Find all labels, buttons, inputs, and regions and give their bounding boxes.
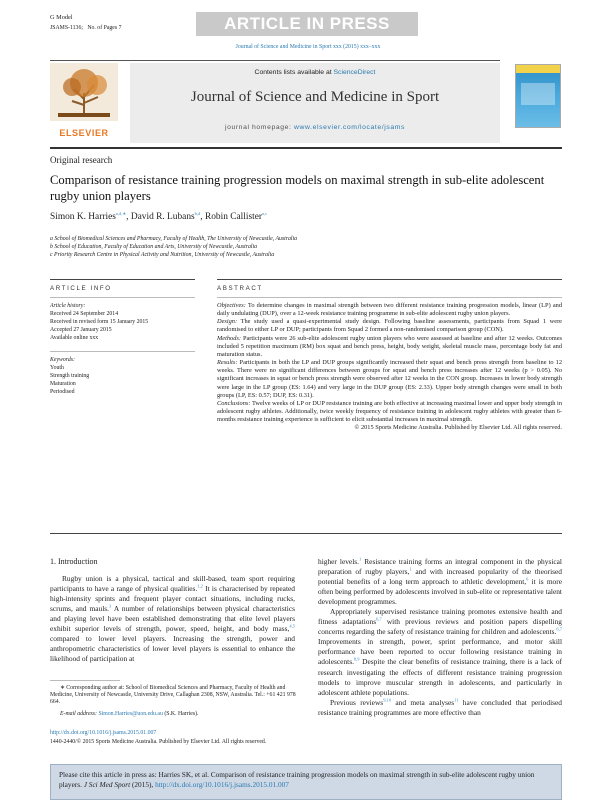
citation-box: Please cite this article in press as: Harries SK, et al. Comparison of resistance training progression models on maximal strength in sub-elite adolescent rugby union players. J Sci Med Sport (2015), http://dx.doi.org/10.1016/j.jsams.2015.01.007 xyxy=(50,764,562,800)
abstract-conclusions: Conclusions: Twelve weeks of LP or DUP resistance training are both effective at increasing maximal lower and upper body strength in adolescent rugby athletes. Additionally, twice weekly frequency of resistance training in adolescent rugby athletes with greater than 6-months resistance training experience is sufficient to elicit substantial increases in maximal strength. xyxy=(217,399,562,424)
history-online: Available online xxx xyxy=(50,335,99,341)
email-line: E-mail address: Simon.Harries@uon.edu.au (S.K. Harries). xyxy=(60,711,199,717)
intro-col1: Rugby union is a physical, tactical and skill-based, team sport requiring participants to have a range of physical qualities.$^{1,2}$ It is characterised by repeated high-intensity sprints and frequent player contact situations, including rucks, scrums, and mauls.$^3$ A number of relationships between physical characteristics and playing level have been established demonstrating that elite level players exhibit superior levels of strength, power, speed, height, and body mass,$^{4,5}$ compared to lower level players. Increasing the strength, power and anthropometric characteristics of lower level players is essential to enhance the likelihood of participation at xyxy=(50,574,295,664)
intro-heading: 1. Introduction xyxy=(50,557,98,566)
abstract-design: Design: The study used a quasi-experimental study design. Following baseline assessments, participants from Squad 1 were randomised to either LP or DUP; participants from Squad 2 formed a non-randomised comparison group (CON). xyxy=(217,318,562,334)
intro-col2-para1: higher levels.$^1$ Resistance training forms an integral component in the physical preparation of rugby players,$^1$ and with increased popularity of the theorised potential benefits of a long term approach to athletic development,$^6$ it is more often being performed by adolescents involved in sub-elite or representative talent development programmes. xyxy=(318,556,562,607)
issn-line: 1440-2440/© 2015 Sports Medicine Australia. Published by Elsevier Ltd. All rights reserved. xyxy=(50,739,267,745)
abstract-body xyxy=(217,302,562,433)
author-2[interactable]: David R. Lubans xyxy=(130,212,195,222)
keywords-label: Keywords: xyxy=(50,357,75,363)
abstract-objectives: Objectives: To determine changes in maximal strength between two different resistance training progression models, linear (LP) and daily undulating (DUP), over a 12-week resistance training programme in sub-elite adolescent rugby union players. xyxy=(217,302,562,318)
code: JSAMS-1136; xyxy=(50,25,83,31)
article-info-heading: ARTICLE INFO xyxy=(50,285,112,292)
abstract-copyright: © 2015 Sports Medicine Australia. Published by Elsevier Ltd. All rights reserved. xyxy=(354,424,562,432)
author-3[interactable]: Robin Callister xyxy=(204,212,262,222)
corresponding-author-note: ∗ Corresponding author at: School of Biomedical Sciences and Pharmacy, Faculty of Health and Medicine, University of Newcastle, University Drive, Callaghan 2308, NSW, Australia. Tel.: +61 421 978 664. xyxy=(50,685,296,706)
abstract-results: Results: Participants in both the LP and DUP groups significantly increased their squat and bench press strength from baseline to 12 weeks. There were no significant differences between groups for squat and bench press increases after 12 weeks (p > 0.05). No significant increases in squat or bench press strength were observed after 12 weeks in the CON group. Increases in lower body strength were large in the LP group (ES: 1.64) and very large in the DUP group (ES: 2.33). Upper body strength changes were small in both groups (LP, ES: 0.57; DUP, ES: 0.31). xyxy=(217,359,562,399)
history-accepted: Accepted 27 January 2015 xyxy=(50,327,112,333)
sciencedirect-link[interactable]: ScienceDirect xyxy=(333,69,376,76)
article-in-press-band: ARTICLE IN PRESS xyxy=(196,12,418,36)
ref[interactable]: 6,7 xyxy=(556,626,562,632)
affiliation-c: c Priority Research Centre in Physical Activity and Nutrition, University of Newcastle, Australia xyxy=(50,252,275,258)
page-count: No. of Pages 7 xyxy=(87,25,122,31)
keyword-2: Strength training xyxy=(50,373,90,379)
history-received: Received 24 September 2014 xyxy=(50,311,119,317)
g-model-label: G Model xyxy=(50,14,73,21)
history-label: Article history: xyxy=(50,303,86,309)
journal-title: Journal of Science and Medicine in Sport xyxy=(190,89,440,105)
journal-cover-thumbnail xyxy=(515,64,561,128)
affiliation-a: a School of Biomedical Sciences and Pharmacy, Faculty of Health, The University of Newcastle, Australia xyxy=(50,236,298,242)
intro-col2-para2: Appropriately supervised resistance training promotes extensive health and fitness adaptations$^{6,7}$ with previous reviews and position papers dispelling concerns regarding the safety of resistance training for children and adolescents.$^{6,7}$ Improvements in strength, power, sprint performance, and motor skill performance have been reported to occur following resistance training in adolescents.$^{8,9}$ Despite the clear benefits of resistance training, there is a lack of research investigating the effects of different resistance training progression models to improve muscular strength in adolescents, and particularly in adolescent athlete populations. xyxy=(318,607,562,697)
citation-doi-link[interactable]: http://dx.doi.org/10.1016/j.jsams.2015.01.007 xyxy=(155,780,289,789)
author-3-marks: a,c xyxy=(262,210,268,216)
email-link[interactable]: Simon.Harries@uon.edu.au xyxy=(98,711,163,717)
publisher-name: ELSEVIER xyxy=(59,128,109,138)
elsevier-logo xyxy=(50,63,130,141)
author-2-marks: b,d xyxy=(194,210,201,216)
intro-col2-para3: Previous reviews$^{9,10}$ and meta analyses$^{11}$ have concluded that periodised resistance training programmes are more effective than xyxy=(318,697,562,717)
ref[interactable]: 6,7 xyxy=(376,616,382,622)
journal-citation-line[interactable]: Journal of Science and Medicine in Sport xxx (2015) xxx–xxx xyxy=(235,44,381,50)
abstract-heading: ABSTRACT xyxy=(217,285,263,292)
ref[interactable]: 1 xyxy=(409,566,412,572)
affiliation-b: b School of Education, Faculty of Education and Arts, University of Newcastle, Australia xyxy=(50,244,258,250)
ref[interactable]: 3 xyxy=(109,603,112,609)
ref[interactable]: 8,9 xyxy=(353,657,360,662)
author-list: Simon K. Harries$^{a,d,∗}$, David R. Lubans$^{b,d}$, Robin Callister$^{a,c}$ xyxy=(50,210,268,222)
elsevier-tree-icon xyxy=(50,63,118,121)
article-title: Comparison of resistance training progression models on maximal strength in sub-elite adolescent rugby union players xyxy=(50,173,545,203)
ref[interactable]: 4,5 xyxy=(289,623,295,629)
history-revised: Received in revised form 15 January 2015 xyxy=(50,319,149,325)
contents-line: Contents lists available at ScienceDirect xyxy=(254,69,376,76)
homepage-link[interactable]: www.elsevier.com/locate/jsams xyxy=(293,124,406,131)
ref[interactable]: 1,2 xyxy=(197,583,203,589)
article-code xyxy=(50,25,121,32)
doi-link[interactable]: http://dx.doi.org/10.1016/j.jsams.2015.01.007 xyxy=(50,730,157,736)
ref[interactable]: 1 xyxy=(358,556,362,562)
author-1[interactable]: Simon K. Harries xyxy=(50,212,116,222)
keyword-3: Maturation xyxy=(50,381,76,387)
keyword-1: Youth xyxy=(50,365,64,371)
ref[interactable]: 6 xyxy=(526,576,529,582)
intro-col2 xyxy=(318,557,562,718)
ref[interactable]: 11 xyxy=(454,697,459,703)
ref[interactable]: 9,10 xyxy=(383,697,392,703)
author-1-marks: a,d,∗ xyxy=(115,210,127,216)
article-type: Original research xyxy=(50,155,113,165)
homepage-line: journal homepage: www.elsevier.com/locate/jsams xyxy=(224,124,406,131)
abstract-methods: Methods: Participants were 26 sub-elite adolescent rugby union players who were assessed at baseline and after 12 weeks. Outcomes included 5 repetition maximum (RM) box squat and bench press, height, body weight, skeletal muscle mass, percentage body fat and maturation status. xyxy=(217,334,562,358)
keyword-4: Periodised xyxy=(50,389,75,395)
